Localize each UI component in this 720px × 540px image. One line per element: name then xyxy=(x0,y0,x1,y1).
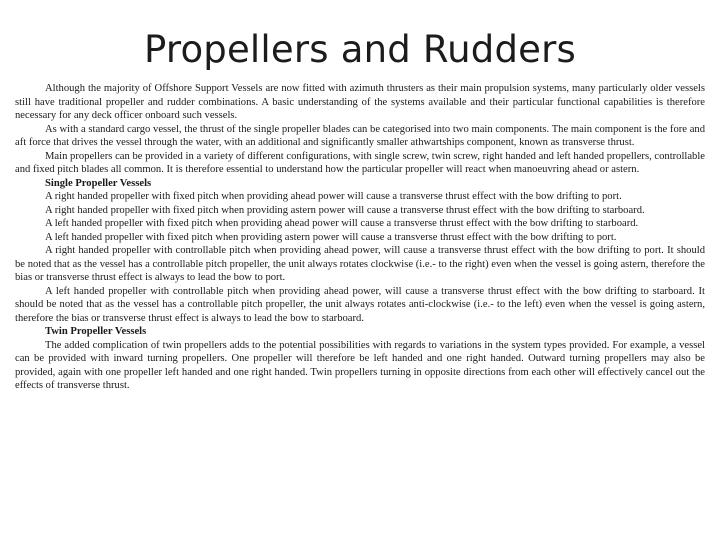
paragraph-rh-fixed-ahead: A right handed propeller with fixed pitch when providing ahead power will cause a transverse thrust effect with the bow drifting to port. xyxy=(45,191,622,202)
paragraph-rh-controllable: A right handed propeller with controllable pitch when providing ahead power, will cause a transverse thrust effect with the bow drifting to port. It should be noted that as the vessel has a controllable pitch propeller, the unit always rotates clockwise (i.e.- to the right) even when the vessel is going astern, therefore the bias or transverse thrust effect is always to lead the bow to port. xyxy=(15,245,705,283)
paragraph-intro: Although the majority of Offshore Support Vessels are now fitted with azimuth thrusters as their main propulsion systems, many particularly older vessels still have traditional propeller and rudder combinations. A basic understanding of the systems available and their particular functional capabilities is therefore necessary for any deck officer onboard such vessels. xyxy=(15,83,705,121)
paragraph-lh-controllable: A left handed propeller with controllable pitch when providing ahead power, will cause a transverse thrust effect with the bow drifting to starboard. It should be noted that as the vessel has a controllable pitch propeller, the unit always rotates anti-clockwise (i.e.- to the left) even when the vessel is going astern, therefore the bias or transverse thrust effect is always to lead the bow to starboard. xyxy=(15,285,705,324)
paragraph-thrust-components: As with a standard cargo vessel, the thrust of the single propeller blades can be categorised into two main components. The main component is the fore and aft force that drives the vessel through the water, with an additional and significantly smaller athwartships component, known as transverse thrust. xyxy=(15,123,705,148)
paragraph-lh-fixed-ahead: A left handed propeller with fixed pitch when providing ahead power will cause a transverse thrust effect with the bow drifting to starboard. xyxy=(45,218,639,229)
paragraph-configurations: Main propellers can be provided in a variety of different configurations, with single screw, twin screw, right handed and left handed propellers, controllable and fixed pitch blades all common. It is therefore essential to understand how the particular propeller will react when manoeuvring ahead or astern. xyxy=(15,150,705,175)
paragraph-twin-propellers: The added complication of twin propellers adds to the potential possibilities with regards to variations in the system types provided. For example, a vessel can be provided with inward turning propellers. One propeller will therefore be left handed and one right handed. Outward turning propellers may also be provided, again with one propeller left handed and one right handed. Twin propellers turning in opposite directions from each other will effectively cancel out the effects of transverse thrust. xyxy=(15,339,705,391)
heading-single-propeller: Single Propeller Vessels xyxy=(45,177,152,189)
heading-twin-propeller: Twin Propeller Vessels xyxy=(45,326,147,337)
slide-body xyxy=(15,82,705,393)
paragraph-lh-fixed-astern: A left handed propeller with fixed pitch when providing astern power will cause a transverse thrust effect with the bow drifting to port. xyxy=(45,231,617,243)
paragraph-rh-fixed-astern: A right handed propeller with fixed pitch when providing astern power will cause a transverse thrust effect with the bow drifting to starboard. xyxy=(45,204,645,216)
slide-title: Propellers and Rudders xyxy=(143,28,576,71)
